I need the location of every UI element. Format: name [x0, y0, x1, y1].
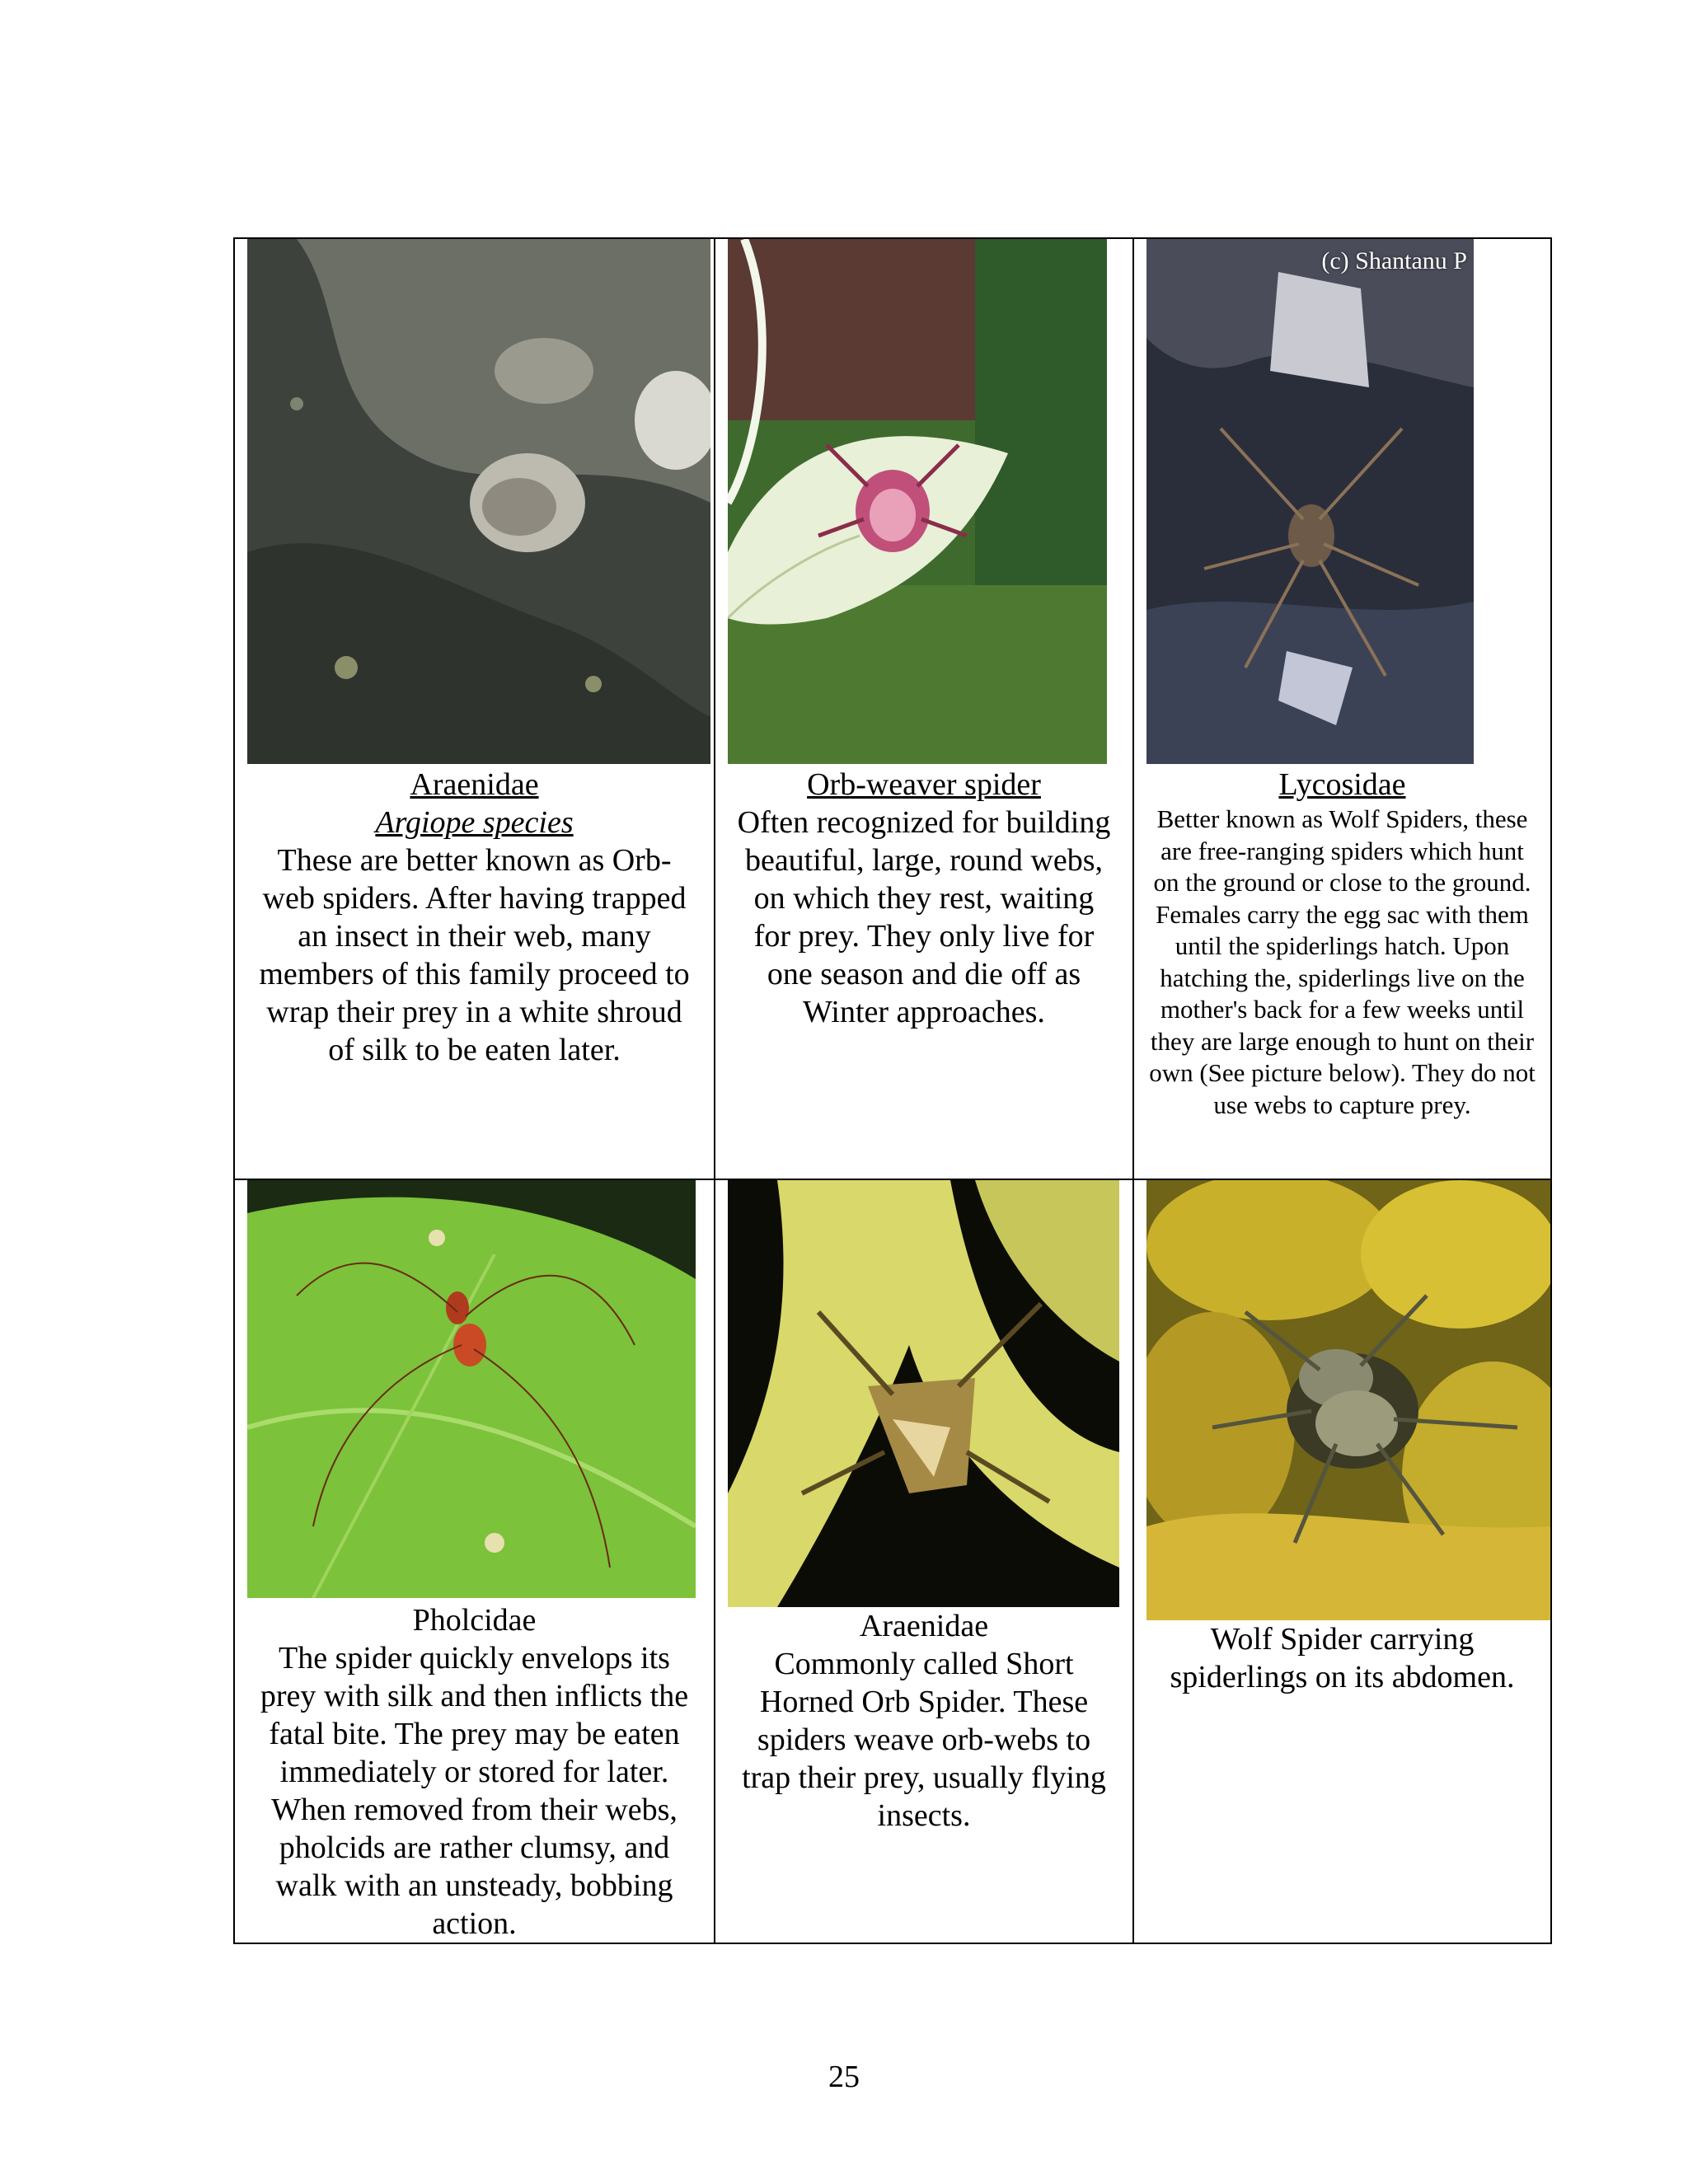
wolf-spider-photo — [1146, 239, 1474, 764]
spider-table — [233, 237, 1552, 1944]
cell-title: Lycosidae — [1278, 767, 1406, 802]
cell-caption — [715, 1607, 1132, 1835]
cell-caption — [1134, 1620, 1550, 1696]
horned-orb-spider-photo — [728, 1180, 1119, 1607]
cell-title: Orb-weaver spider — [807, 767, 1041, 802]
cell-title: Araenidae — [859, 1609, 989, 1643]
cell-wolf-spider-spiderlings — [1133, 1179, 1551, 1943]
cell-caption — [1134, 766, 1550, 1121]
page-number: 25 — [828, 2060, 860, 2094]
cell-title: Pholcidae — [412, 1603, 537, 1638]
cell-pholcidae — [234, 1179, 715, 1943]
cell-orb-weaver — [715, 238, 1133, 1179]
cell-description: Wolf Spider carrying spiderlings on its abdomen. — [1170, 1622, 1515, 1694]
cell-description: Better known as Wolf Spiders, these are free-ranging spiders which hunt on the ground or close to the ground. Females carry the egg sac with them until the spiderlings hatch. Upon hatching the, spiderlings live on the mother's back for a few weeks until they are large enough to hunt on their own (See picture below). They do not use webs to capture prey. — [1149, 804, 1536, 1119]
cell-caption — [235, 1601, 714, 1943]
cell-caption — [235, 766, 714, 1069]
cell-lycosidae — [1133, 238, 1551, 1179]
daddy-long-legs-photo — [247, 1180, 696, 1598]
cell-araenidae-argiope — [234, 238, 715, 1179]
spider-on-leaf-photo — [728, 239, 1107, 764]
photo-credit: (c) Shantanu P — [1321, 247, 1467, 274]
cell-short-horned-orb — [715, 1179, 1133, 1943]
cell-caption — [715, 766, 1132, 1031]
cell-description: Often recognized for building beautiful, large, round webs, on which they rest, waiting for prey. They only live for one season and die off as Winter approaches. — [737, 805, 1111, 1029]
cell-subtitle: Argiope species — [375, 805, 574, 840]
cell-title: Araenidae — [410, 767, 539, 802]
spider-on-bark-photo — [247, 239, 710, 764]
wolf-spider-spiderlings-photo — [1146, 1180, 1550, 1620]
cell-description: These are better known as Orb-web spiders. After having trapped an insect in their web, many members of this family proceed to wrap their prey in a white shroud of silk to be eaten later. — [259, 843, 690, 1067]
cell-description: Commonly called Short Horned Orb Spider. These spiders weave orb-webs to trap their prey, usually flying insects. — [742, 1647, 1106, 1833]
cell-description: The spider quickly envelops its prey with silk and then inflicts the fatal bite. The prey may be eaten immediately or stored for later. When removed from their webs, pholcids are rather clumsy, and walk with an unsteady, bobbing action. — [260, 1641, 689, 1941]
